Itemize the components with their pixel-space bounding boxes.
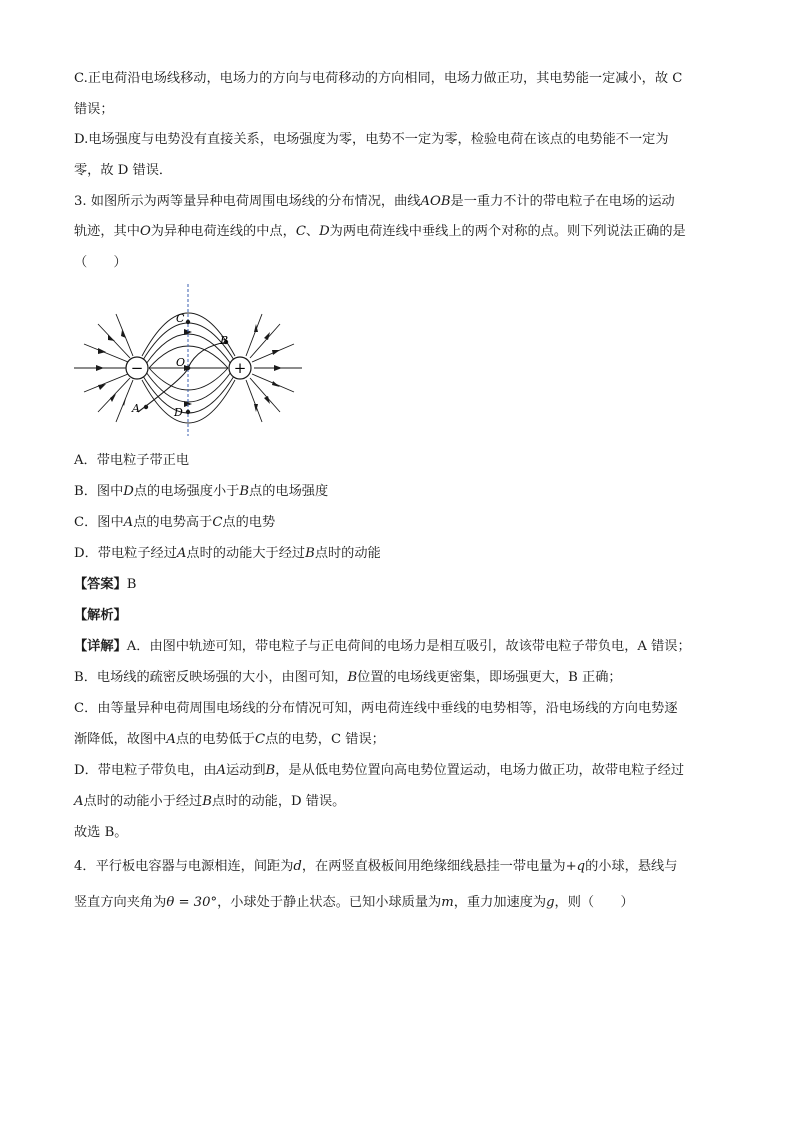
q3-detail-c-line2 bbox=[74, 731, 385, 749]
q4-var: q bbox=[576, 859, 586, 874]
detail-text: 渐降低，故图中 bbox=[74, 732, 167, 747]
q4-text: ，重力加速度为 bbox=[453, 895, 547, 910]
detail-text: B．电场线的疏密反映场强的大小，由图可知， bbox=[74, 670, 348, 685]
point-a-dot bbox=[144, 405, 148, 409]
q4-text: 竖直方向夹角为 bbox=[74, 895, 167, 910]
detail-point: A bbox=[166, 732, 176, 747]
label-a: A bbox=[132, 402, 140, 415]
detail-text: ，是从低电势位置向高电势位置运动，电场力做正功，故带电粒子经过 bbox=[275, 763, 685, 778]
option-point: D bbox=[123, 484, 134, 499]
detail-point: A bbox=[74, 794, 84, 809]
label-b: B bbox=[220, 334, 229, 347]
q4-stem-line1 bbox=[74, 858, 677, 876]
detail-point: B bbox=[202, 794, 212, 809]
q3-detail-c-line1: C．由等量异种电荷周围电场线的分布情况可知，两电荷连线中垂线的电势相等，沿电场线的方向电势逐 bbox=[74, 701, 678, 716]
q3-option-b bbox=[74, 483, 328, 501]
detail-text: 点的电势低于 bbox=[175, 732, 255, 747]
point-d-dot bbox=[186, 410, 190, 414]
q4-text: ，在两竖直极板间用绝缘细线悬挂一带电量为+ bbox=[301, 859, 577, 874]
q3-stem-text: 为两电荷连线中垂线上的两个对称的点。则下列说法正确的是 bbox=[329, 224, 686, 239]
q3-stem-text: 为异种电荷连线的中点， bbox=[150, 224, 296, 239]
q3-stem-text: 轨迹，其中 bbox=[74, 224, 140, 239]
detail-text: A．由图中轨迹可知，带电粒子与正电荷间的电场力是相互吸引，故该带电粒子带负电，A 错误； bbox=[126, 639, 691, 654]
option-point: B bbox=[239, 484, 250, 499]
q4-text: ，则（ ） bbox=[554, 895, 634, 910]
q4-var: d bbox=[293, 859, 302, 874]
q3-detail-d-line1 bbox=[74, 762, 684, 780]
detail-point: B bbox=[265, 763, 276, 778]
option-text: 点时的动能大于经过 bbox=[186, 546, 306, 561]
q3-number: 3. bbox=[74, 194, 87, 209]
option-text: B．图中 bbox=[74, 484, 124, 499]
q3-stem-line3: （ ） bbox=[74, 255, 127, 270]
q3-option-a: A．带电粒子带正电 bbox=[74, 453, 190, 468]
q3-detail-d-line2 bbox=[74, 793, 345, 811]
q3-stem-line1 bbox=[74, 193, 675, 211]
q3-option-c bbox=[74, 514, 275, 532]
detail-text: D．带电粒子带负电，由 bbox=[74, 763, 217, 778]
option-text: 点的电势高于 bbox=[133, 515, 213, 530]
positive-charge-sign: + bbox=[233, 359, 247, 377]
option-text: 点时的动能 bbox=[314, 546, 381, 561]
q3-curve-label: AOB bbox=[420, 194, 451, 209]
detail-text: 点时的动能，D 错误。 bbox=[211, 794, 346, 809]
point-o-dot bbox=[186, 366, 190, 370]
option-point: C bbox=[212, 515, 223, 530]
detail-point: C bbox=[254, 732, 266, 747]
option-point: A bbox=[123, 515, 134, 530]
q3-detail-b bbox=[74, 669, 622, 687]
q3-stem-text: 、 bbox=[305, 224, 320, 239]
q3-option-d bbox=[74, 545, 381, 563]
q3-analysis-tag: 【解析】 bbox=[74, 608, 127, 623]
option-text: 点的电场强度 bbox=[249, 484, 329, 499]
q4-var: m bbox=[441, 895, 454, 910]
prev-d-line2: 零，故 D 错误． bbox=[74, 163, 173, 178]
q3-choose: 故选 B。 bbox=[74, 825, 128, 840]
q3-stem-line2 bbox=[74, 223, 686, 241]
q3-point-o: O bbox=[139, 224, 151, 239]
option-text: D．带电粒子经过 bbox=[74, 546, 177, 561]
q3-stem-text: 是一重力不计的带电粒子在电场的运动 bbox=[450, 194, 675, 209]
q3-point-d: D bbox=[319, 224, 330, 239]
q3-answer bbox=[74, 576, 136, 594]
option-text: C．图中 bbox=[74, 515, 124, 530]
prev-c-line2: 错误； bbox=[74, 102, 114, 117]
detail-text: 运动到 bbox=[225, 763, 266, 778]
point-c-dot bbox=[186, 320, 190, 324]
option-point: A bbox=[176, 546, 187, 561]
prev-d-line1: D.电场强度与电势没有直接关系，电场强度为零，电势不一定为零，检验电荷在该点的电势能不一定为 bbox=[74, 132, 669, 147]
detail-point: A bbox=[216, 763, 226, 778]
q4-text: 4．平行板电容器与电源相连，间距为 bbox=[74, 859, 294, 874]
detail-text: 点时的动能小于经过 bbox=[83, 794, 203, 809]
option-text: 点的电场强度小于 bbox=[133, 484, 240, 499]
option-point: B bbox=[305, 546, 315, 561]
answer-value: B bbox=[126, 577, 137, 592]
q4-angle: θ = 30° bbox=[166, 895, 218, 910]
negative-charge-sign: − bbox=[130, 359, 144, 377]
label-c: C bbox=[176, 312, 185, 325]
answer-tag: 【答案】 bbox=[74, 577, 127, 592]
label-d: D bbox=[174, 406, 183, 419]
detail-tag: 【详解】 bbox=[74, 639, 127, 654]
q4-stem-line2 bbox=[74, 894, 634, 912]
field-lines-diagram bbox=[68, 284, 318, 436]
q4-text: ，小球处于静止状态。已知小球质量为 bbox=[217, 895, 442, 910]
detail-text: 点的电势，C 错误； bbox=[265, 732, 385, 747]
detail-point: B bbox=[347, 670, 358, 685]
q3-detail-a bbox=[74, 638, 691, 656]
label-o: O bbox=[176, 356, 186, 369]
option-text: 点的电势 bbox=[222, 515, 276, 530]
q3-stem-text: 如图所示为两等量异种电荷周围电场线的分布情况，曲线 bbox=[90, 194, 421, 209]
q4-text: 的小球，悬线与 bbox=[585, 859, 678, 874]
detail-text: 位置的电场线更密集，即场强更大，B 正确； bbox=[357, 670, 622, 685]
prev-c-line1: C.正电荷沿电场线移动，电场力的方向与电荷移动的方向相同，电场力做正功，其电势能一定减小，故 C bbox=[74, 71, 683, 86]
q4-var: g bbox=[546, 895, 555, 910]
q3-point-c: C bbox=[295, 224, 306, 239]
